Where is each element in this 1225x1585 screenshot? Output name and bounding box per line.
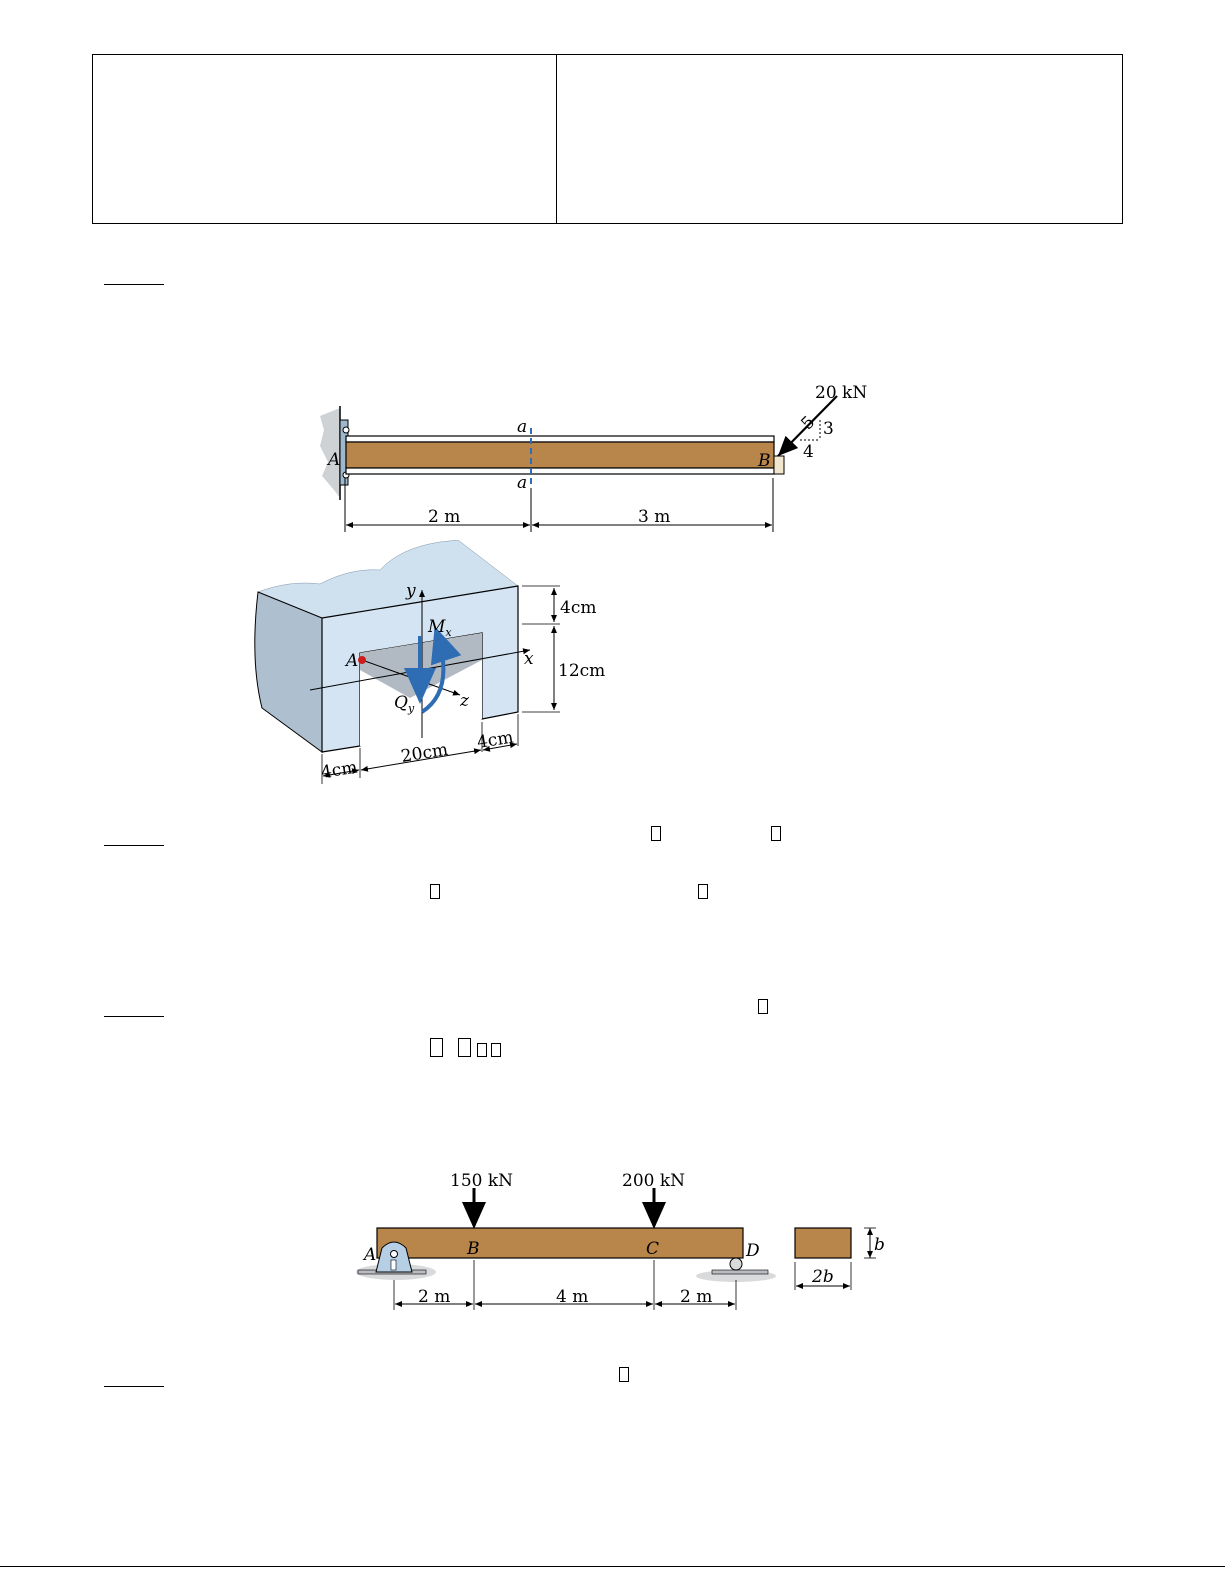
- missing-glyph: [430, 1038, 443, 1057]
- channel-section-figure: [250, 540, 630, 790]
- dim-label: 4cm: [475, 727, 515, 753]
- missing-glyph: [698, 884, 708, 899]
- missing-glyph: [430, 884, 440, 899]
- beam: [377, 1228, 743, 1258]
- section-width-label: 2b: [812, 1267, 834, 1287]
- point-label: A: [364, 1245, 377, 1265]
- support-label: A: [328, 450, 341, 470]
- axis-z: z: [460, 691, 469, 711]
- cross-section: [795, 1228, 851, 1258]
- section-top-label: a: [517, 417, 528, 437]
- header-table: [92, 54, 1123, 224]
- load-label: 150 kN: [450, 1171, 514, 1191]
- dim-label: 4cm: [319, 757, 359, 783]
- simply-supported-figure: [350, 1160, 900, 1320]
- dim-label: 4cm: [560, 598, 597, 618]
- axis-y: y: [406, 581, 416, 601]
- missing-glyph: [771, 826, 781, 841]
- point-a-label: A: [346, 651, 359, 671]
- dim-label: 2 m: [680, 1287, 713, 1307]
- beam: [346, 442, 774, 468]
- point-label: C: [646, 1239, 660, 1259]
- missing-glyph: [619, 1367, 629, 1382]
- load-label: 200 kN: [622, 1171, 686, 1191]
- question-mark-2: [104, 845, 164, 846]
- dim-label: 2 m: [418, 1287, 451, 1307]
- question-mark-1: [104, 284, 164, 285]
- dim-label: 20cm: [399, 739, 450, 767]
- section-bottom-label: a: [517, 473, 528, 493]
- roller-support: [730, 1258, 742, 1270]
- missing-glyph: [491, 1043, 501, 1057]
- page-bottom-rule: [0, 1566, 1225, 1567]
- slope-rise: 3: [823, 419, 834, 439]
- point-label: B: [467, 1239, 480, 1259]
- slope-hyp: 5: [797, 412, 820, 435]
- dim-label: 4 m: [556, 1287, 589, 1307]
- header-cell-right: [556, 55, 1122, 223]
- axis-x: x: [524, 649, 534, 669]
- dim-label: 2 m: [428, 507, 461, 527]
- moment-label: $M_x$: [428, 617, 452, 639]
- slope-run: 4: [803, 442, 814, 462]
- section-height-label: b: [874, 1235, 885, 1255]
- dim-label: 3 m: [638, 507, 671, 527]
- force-label: 20 kN: [815, 383, 868, 403]
- missing-glyph: [477, 1043, 487, 1057]
- cantilever-figure: [300, 370, 900, 540]
- point-a-marker: [358, 656, 366, 664]
- point-label: D: [746, 1241, 760, 1261]
- end-label: B: [758, 451, 771, 471]
- question-mark-3: [104, 1016, 164, 1017]
- missing-glyph: [758, 999, 768, 1014]
- missing-glyph: [651, 826, 661, 841]
- dim-label: 12cm: [558, 661, 606, 681]
- header-cell-left: [93, 55, 557, 223]
- missing-glyph: [458, 1038, 471, 1057]
- shear-label: $Q_y$: [394, 693, 415, 715]
- question-mark-4: [104, 1386, 164, 1387]
